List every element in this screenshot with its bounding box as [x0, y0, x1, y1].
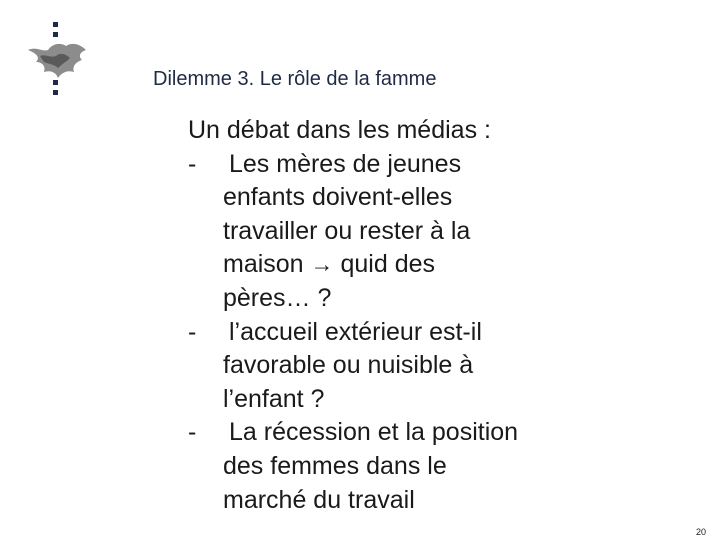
bullet-first-line: La récession et la: [229, 418, 425, 447]
intro-text: Un débat dans les médias :: [188, 116, 491, 144]
page-number: 20: [695, 527, 706, 537]
bullet-item-recession: [188, 416, 523, 517]
slide-body: [188, 114, 608, 517]
bullet-list: [188, 148, 608, 518]
bullet-dash: -: [188, 149, 197, 178]
arrow-right-icon: →: [310, 251, 334, 278]
bullet-text: enfants doivent-elles travailler ou rester à la maison: [223, 183, 471, 279]
bullet-text-after-arrow: quid des pères… ?: [223, 250, 436, 312]
bullet-dash: -: [188, 418, 197, 447]
bullet-text: position des femmes dans le marché du travail: [223, 418, 519, 514]
university-logo-icon: [22, 22, 92, 100]
bullet-dash: -: [188, 317, 197, 346]
slide-title: Dilemme 3. Le rôle de la famme: [153, 68, 437, 90]
bullet-text: favorable ou nuisible à l’enfant ?: [223, 351, 474, 413]
bullet-first-line: l’accueil extérieur est-il: [229, 317, 482, 346]
bullet-item-childcare: [188, 316, 523, 417]
bullet-item-mothers: [188, 148, 523, 316]
bullet-first-line: Les mères de jeunes: [229, 149, 462, 178]
